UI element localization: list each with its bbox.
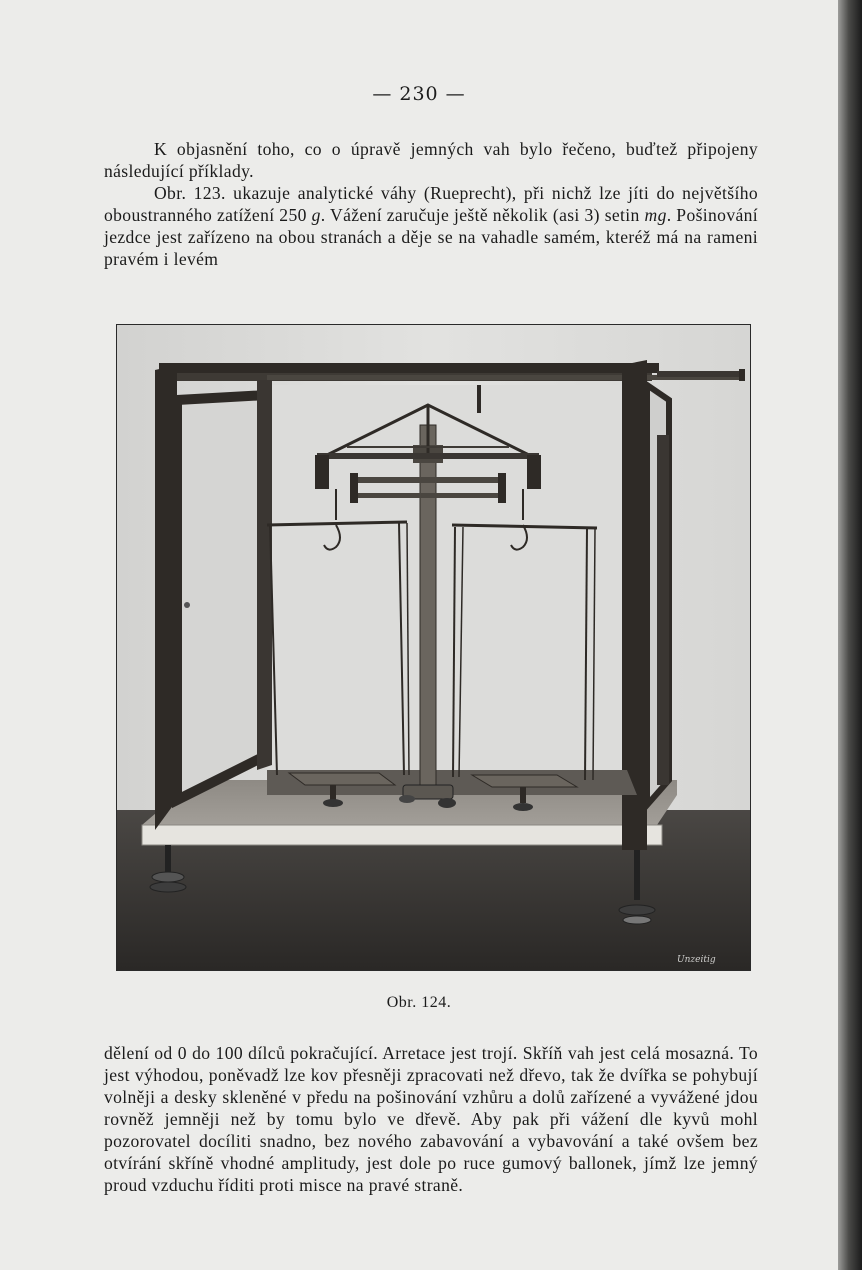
- balance-photograph: [116, 324, 751, 971]
- figure-caption: Obr. 124.: [386, 994, 452, 1011]
- book-binding-edge: [838, 0, 862, 1270]
- page-number: — 230 —: [372, 83, 466, 105]
- arrest-knob: [438, 798, 456, 808]
- para2-text-middle: . Vážení zaručuje ještě několik (asi 3) setin: [320, 205, 645, 225]
- para2-text-start: Obr. 123. ukazuje analytické váhy (Rueprecht), při nichž lze jíti do největšího oboustranného zatížení 250: [104, 183, 758, 225]
- intro-paragraph: [104, 138, 758, 270]
- body-paragraph: dělení od 0 do 100 dílců pokračující. Arretace jest trojí. Skříň vah jest celá mosazná. To jest výhodou, poněvadž lze kov přesněji zpracovati než dřevo, tak že dvířka se pohybují volněji a desky skleněné v předu na pošinování vzhůru a dolů zařízené a vyvážené jdou rovněž jemněji než by tomu bylo ve dřevě. Aby pak při vážení dle kyvů mohl pozorovatel docíliti snadno, bez nového zabavování a vybavování a také ovšem bez otvírání skříně vhodné amplitudy, jest dole po ruce gumový ballonek, jímž lze jemný proud vzduchu říditi proti misce na pravé straně.: [104, 1043, 758, 1195]
- photographer-signature: Unzeitig: [677, 955, 716, 965]
- para2-text-end: . Pošinování jezdce jest zařízeno na obou stranách a děje se na vahadle samém, kteréž má na rameni pravém i levém: [104, 205, 759, 269]
- case-interior: [267, 385, 627, 785]
- unit-g: g: [311, 205, 321, 225]
- left-back-post: [257, 380, 272, 770]
- left-side-door-glass: [177, 395, 267, 800]
- rider-rod-extension: [657, 371, 743, 377]
- intro-text: K objasnění toho, co o úpravě jemných vah bylo řečeno, buďtež připojeny následující příklady.: [104, 139, 758, 181]
- case-base-front-edge: [142, 825, 662, 845]
- unit-mg: mg: [644, 205, 667, 225]
- balance-illustration: [117, 325, 750, 970]
- case-top-rail: [159, 363, 659, 373]
